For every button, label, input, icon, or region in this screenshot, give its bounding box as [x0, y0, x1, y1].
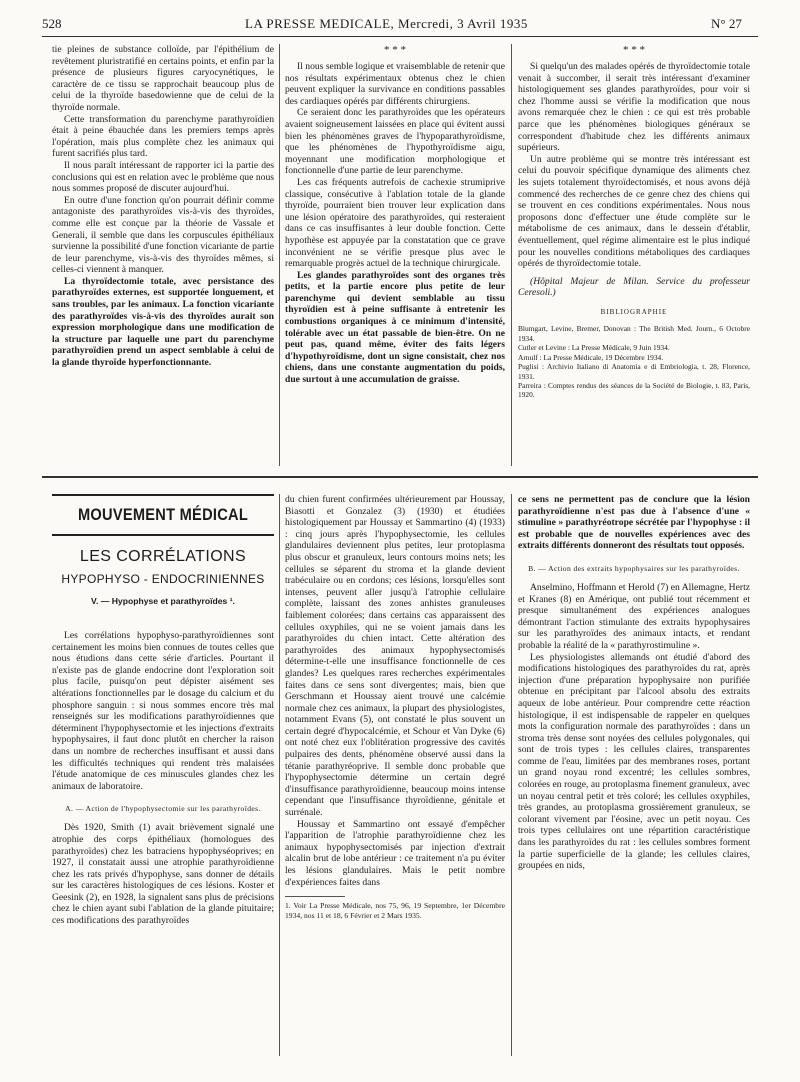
paragraph: du chien furent confirmées ultérieurement par Houssay, Biasotti et Gonzalez (3) (1930) et étudiées histologiquement par Houssay et Sammartino (4) (1933) : cinq jours après l'hypophysectomie, les cellules glandulaires deviennent plus petites, leur protoplasma plus obscur et granuleux, leurs contours moins nets; les cellules se séparent du stroma et la glande devient trabéculaire ou en cordons; ces lésions, lorsqu'elles sont intenses, peuvent aller jusqu'à l'atrophie cellulaire complète, laissant des zones anhistes granuleuses faiblement colorées; dans certains cas apparaissent des cellules oxyphiles, qui ne se voient jamais dans les parathyroïdes du chien intact. Cette altération des parathyroïdes des animaux hypophysectomisés détermine-t-elle une insuffisance fonctionnelle de ces glandes? Les quelques rares recherches expérimentales faites dans ce sens sont divergentes; mais, bien que Gerschmann et Houssay aient trouvé une calcémie normale chez ces animaux, la plupart des physiologistes, notamment Evans (5), ont constaté le plus souvent un certain degré d'hypocalcémie, et Schour et Van Dyke (6) ont noté chez eux l'oblitération progressive des cavités pulpaires des dents, phénomène observé aussi dans la tétanie parathyréoprive. Il semble donc probable que l'hypophysectomie détermine un certain degré d'insuffisance parathyroïdienne, beaucoup moins intense cependant que l'insuffisance thyroïdienne, génitale et surrénale.	[285, 494, 505, 819]
paragraph: ce sens ne permettent pas de conclure que la lésion parathyroïdienne n'est pas due à l'absence d'une « stimuline » parathyréotrope sécrétée par l'hypophyse : il est probable que de nouvelles expériences avec des extraits différents donneront des résultats tout opposés.	[518, 494, 750, 552]
column-divider	[279, 44, 280, 466]
paragraph: Les cas fréquents autrefois de cachexie strumiprive classique, consécutive à l'ablation totale de la glande thyroïde, pourraient bien trouver leur explication dans une lésion opératoire des parathyroïdes, qui resteraient dans ce cas insuffisantes à leur double fonction. Cette hypothèse est appuyée par la constatation que ce grave inconvénient ne se vérifie presque plus avec le remarquable progrès actuel de la technique chirurgicale.	[285, 176, 505, 270]
top-column-3	[518, 44, 750, 466]
paragraph: Anselmino, Hoffmann et Herold (7) en Allemagne, Hertz et Kranes (8) en Amérique, ont publié tout récemment et presque simultanément des expériences analogues démontrant l'action stimulante des extraits hypophysaires sur les parathyroïdes des animaux intacts, et rendant probable la réalité de la « parathyrostimuline ».	[518, 581, 750, 651]
paragraph: Cette transformation du parenchyme parathyroïdien était à peine ébauchée dans les premiers temps après l'opération, mais plus complète chez les animaux qui furent sacrifiés plus tard.	[52, 113, 274, 160]
affiliation: (Hôpital Majeur de Milan. Service du professeur Ceresoli.)	[518, 275, 750, 299]
paragraph: Il nous semble logique et vraisemblable de retenir que nos résultats expérimentaux obtenus chez le chien peuvent expliquer la survivance en conditions passables des cardiaques opérés par différents chirurgiens.	[285, 61, 505, 107]
footnote-rule	[285, 896, 345, 897]
paragraph: Un autre problème qui se montre très intéressant est celui du pouvoir spécifique dynamique des aliments chez les sujets totalement thyroïdectomisés, et nous avons déjà commencé des recherches de ce genre chez des chiens qui se trouvent en ces conditions expérimentales. Nous nous proposons donc d'effectuer une étude complète sur le métabolisme de ces animaux, dans le dessein d'établir, éventuellement, quel régime alimentaire est le plus indiqué pour les nouvelles conditions métaboliques des cardiaques opérés de thyroïdectomie totale.	[518, 153, 750, 270]
title-line-3: V. — Hypophyse et parathyroïdes ¹.	[91, 596, 235, 606]
issue-number: N° 27	[711, 16, 742, 31]
column-divider	[511, 44, 512, 466]
subsection-heading: B. — Action des extraits hypophysaires sur les parathyroïdes.	[528, 563, 740, 573]
subsection-heading: A. — Action de l'hypophysectomie sur les parathyroïdes.	[65, 804, 261, 814]
column-divider	[279, 494, 280, 1056]
bibliography-title: BIBLIOGRAPHIE	[600, 307, 668, 316]
title-line-2: HYPOPHYSO - ENDOCRINIENNES	[61, 572, 265, 586]
paragraph: Les physiologistes allemands ont étudié d'abord des modifications histologiques des parathyroïdes du rat, après injection d'une préparation hypophysaire non purifiée obtenue en précipitant par l'alcool absolu des extraits aqueux de lobe antérieur. Pour comprendre cette réaction histologique, il est indispensable de rappeler en quelques mots la configuration normale des parathyroïdes : dans un stroma très dense sont noyées des cellules polygonales, qui sont de trois types : les cellules claires, transparentes comme de l'eau, limitées par des membranes roses, portant un grand noyau rond excentré; les cellules sombres, colorées en rouge, au protoplasma finement granuleux, avec un noyau central petit et très coloré; les cellules oxyphiles, très grandes, au protoplasma grossièrement granuleux, se colorant vivement par l'éosine, avec un petit noyau. Ces trois types cellulaires ont une répartition caractéristique dans les parathyroïdes du rat : les cellules sombres forment la partie superficielle de la glande; les cellules claires, groupées en nids,	[518, 651, 750, 872]
paragraph: Les glandes parathyroïdes sont des organes très petits, et la partie encore plus petite de leur parenchyme qui devient semblable au tissu thyroïdien est à peine suffisante à entretenir les combustions organiques à ce minimum d'intensité, tolérable avec un état passable de bien-être. On ne peut pas, quand même, éviter des faits légers d'hypothyroïdisme, dont un signe consistait, chez nos chiens, dans une constante augmentation du poids, due surtout à une accumulation de graisse.	[285, 269, 505, 386]
bib-entry: Arnulf : La Presse Médicale, 19 Décembre 1934.	[518, 352, 664, 362]
section-stars: * * *	[384, 44, 406, 56]
bottom-column-3	[518, 494, 750, 1056]
paragraph: Il nous paraît intéressant de rapporter ici la partie des conclusions qui est en relation avec le problème que nous nous sommes proposé de discuter aujourd'hui.	[52, 159, 274, 195]
section-stars: * * *	[623, 44, 645, 56]
paragraph: tie pleines de substance colloïde, par l'épithélium de revêtement pluristratifié en certains points, et enfin par la présence de plusieurs figures caryocynétiques, le caractère de ce tissu se rapprochait beaucoup plus de celui de la thyroïde basedowienne que de celui de la thyroïde normale.	[52, 44, 274, 113]
bib-entry: Parreira : Comptes rendus des séances de la Société de Biologie, t. 83, Paris, 1920.	[518, 380, 750, 400]
header-rule	[42, 36, 758, 37]
top-column-2	[285, 44, 505, 466]
column-divider	[511, 494, 512, 1056]
mouvement-medical-box	[52, 494, 274, 536]
top-column-1	[52, 44, 274, 466]
journal-title: LA PRESSE MEDICALE, Mercredi, 3 Avril 1935	[245, 16, 528, 31]
section-title: MOUVEMENT MÉDICAL	[77, 505, 249, 524]
paragraph: Houssay et Sammartino ont essayé d'empêcher l'apparition de l'atrophie parathyroïdienne chez les animaux hypophysectomisés par injection d'extrait alcalin brut de lobe antérieur : ce traitement n'a pu éviter les lésions glandulaires. Mais le petit nombre d'expériences faites dans	[285, 818, 505, 888]
paragraph: Dès 1920, Smith (1) avait brièvement signalé une atrophie des corps épithéliaux (homologues des parathyroïdes) chez les batraciens hypophyséoprives; en 1927, il constatait aussi une atrophie parathyroïdienne chez les rats privés d'hypophyse, sans donner de détails sur les caractères histologiques de ces lésions. Koster et Geesink (2), en 1928, la signalent sans plus de précisions chez le chien ayant subi l'ablation de la glande pituitaire; ces modifications des parathyroïdes	[52, 822, 274, 927]
bottom-column-2	[285, 494, 505, 1056]
bib-entry: Cutler et Levine : La Presse Médicale, 9 Juin 1934.	[518, 343, 670, 353]
article-title	[52, 548, 274, 606]
section-rule	[42, 476, 758, 478]
bib-entry: Blumgart, Levine, Bremer, Donovan : The British Med. Journ., 6 Octobre 1934.	[518, 324, 750, 343]
page-number: 528	[42, 16, 62, 31]
paragraph: Si quelqu'un des malades opérés de thyroïdectomie totale venait à succomber, il serait très intéressant d'examiner histologiquement ses glandes parathyroïdes, pour voir si chez l'homme aussi se vérifie la modification que nous avons remarquée chez le chien : ce qui est très probable parce que les phénomènes biologiques généraux se correspondent d'habitude chez les différents animaux supérieurs.	[518, 61, 750, 154]
bibliography	[518, 324, 750, 399]
paragraph: En outre d'une fonction qu'on pourrait définir comme antagoniste des parathyroïdes vis-à-vis des thyroïdes, comme elle est conçue par la théorie de Vassale et Generali, il semble que dans les corpuscules épithéliaux survienne la possibilité d'une fonction vicariante de partie de leur parenchyme, vis-à-vis des thyroïdes mêmes, si celles-ci viennent à manquer.	[52, 194, 274, 276]
bottom-column-1	[52, 630, 274, 1056]
paragraph: La thyroïdectomie totale, avec persistance des parathyroïdes externes, est supportée longuement, et sans troubles, par les animaux. La fonction vicariante des parathyroïdes vis-à-vis des thyroïdes aurait son expression morphologique dans une modification de la structure par laquelle une part du parenchyme parathyroïdien prend un aspect semblable à celui de la glande thyroïde hyperfonctionnante.	[52, 275, 274, 369]
page-header	[0, 0, 800, 30]
footnote: 1. Voir La Presse Médicale, nos 75, 96, 19 Septembre, 1er Décembre 1934, nos 11 et 18, 6 Février et 2 Mars 1935.	[285, 901, 505, 920]
paragraph: Ce seraient donc les parathyroïdes que les opérateurs avaient soigneusement laissées en place qui évitent aussi bien les phénomènes graves de l'hypoparathyroïdisme, que les phénomènes de l'hypothyroïdisme aigu, moyennant une modification morphologique et fonctionnelle d'une partie de leur parenchyme.	[285, 107, 505, 177]
paragraph: Les corrélations hypophyso-parathyroïdiennes sont certainement les moins bien connues de toutes celles que nous étudions dans cette série d'articles. Pourtant il n'existe pas de glande endocrine dont l'exploration soit plus facile, puisqu'on peut dépister aisément ses altérations fonctionnelles par le dosage du calcium et du phosphore sanguin : si nous sommes encore très mal renseignés sur les modifications parathyroïdiennes que déterminent l'hypophysectomie et les injections d'extraits hypophysaires, il faut donc plutôt en chercher la raison dans un nombre de recherches insuffisant et aussi dans les difficultés techniques qui rendent très malaisées l'étude anatomique de ces minuscules glandes chez les animaux de laboratoire.	[52, 630, 274, 792]
bib-entry: Puglisi : Archivio Italiano di Anatomia e di Embriologia, t. 28, Florence, 1931.	[518, 362, 750, 381]
title-line-1: LES CORRÉLATIONS	[79, 548, 247, 565]
